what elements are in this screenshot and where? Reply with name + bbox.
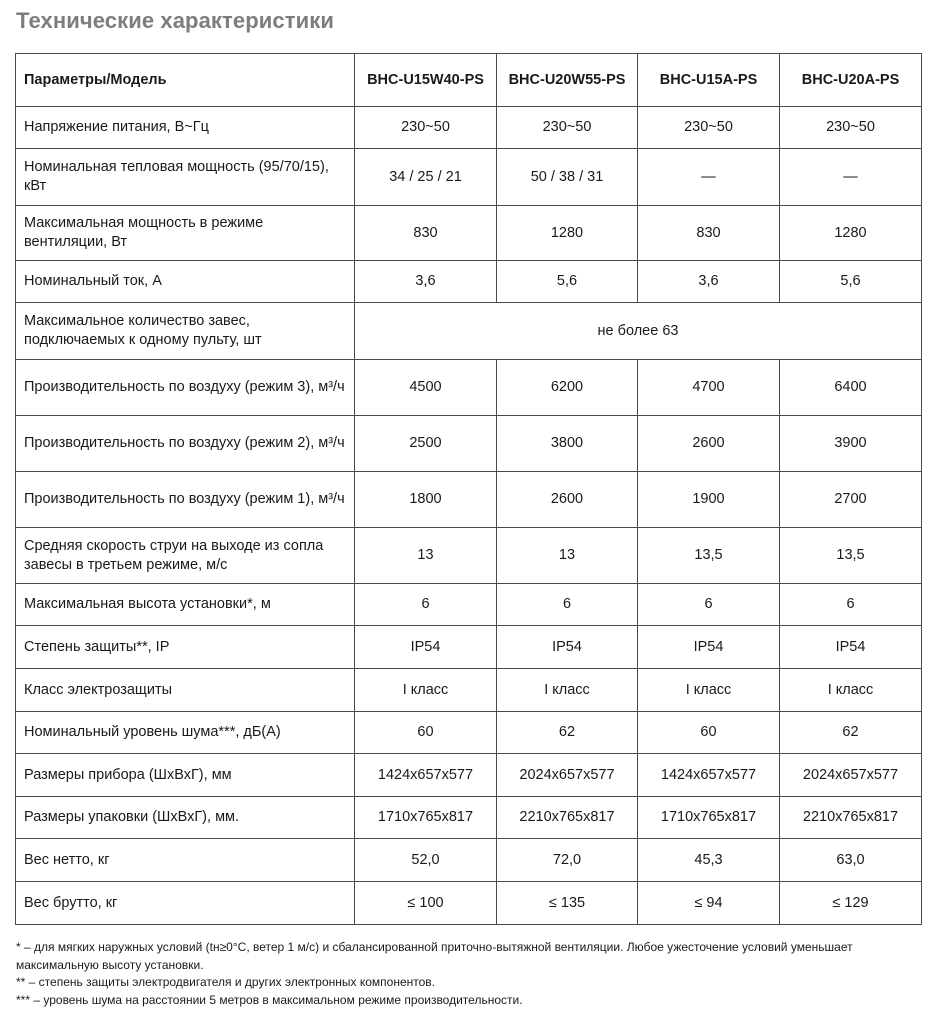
table-row [16,472,922,528]
table-row [16,669,922,712]
footnotes [16,939,931,1009]
row-value: 2600 [638,416,780,472]
row-value: 2210x765x817 [780,797,922,839]
row-param: Размеры упаковки (ШхВхГ), мм. [16,797,355,839]
row-value: I класс [355,669,497,712]
row-value: 1800 [355,472,497,528]
row-value: 34 / 25 / 21 [355,149,497,206]
header-param: Параметры/Модель [16,54,355,107]
row-value: 230~50 [638,107,780,149]
row-value: 3,6 [638,261,780,303]
row-value: 4700 [638,360,780,416]
row-value: — [638,149,780,206]
row-value: 6200 [497,360,638,416]
table-header-row [16,54,922,107]
row-value: 2500 [355,416,497,472]
row-value: 2600 [497,472,638,528]
row-value: 2700 [780,472,922,528]
row-param: Номинальный ток, А [16,261,355,303]
header-model: BHC-U15A-PS [638,54,780,107]
row-value: IP54 [355,626,497,669]
row-value: 2210x765x817 [497,797,638,839]
header-model: BHC-U15W40-PS [355,54,497,107]
row-value: 62 [497,712,638,754]
row-value: 830 [638,206,780,261]
row-value: 230~50 [780,107,922,149]
row-value: ≤ 129 [780,882,922,925]
row-value: 4500 [355,360,497,416]
row-param: Максимальная мощность в режиме вентиляции, Вт [16,206,355,261]
table-row [16,712,922,754]
table-row [16,303,922,360]
row-param: Производительность по воздуху (режим 2), м³/ч [16,416,355,472]
row-value: ≤ 135 [497,882,638,925]
row-value: 50 / 38 / 31 [497,149,638,206]
row-param: Вес нетто, кг [16,839,355,882]
row-value: 13,5 [780,528,922,584]
row-value: ≤ 94 [638,882,780,925]
row-param: Номинальный уровень шума***, дБ(А) [16,712,355,754]
row-value: 1900 [638,472,780,528]
row-value: 13 [497,528,638,584]
row-value: 45,3 [638,839,780,882]
table-row [16,584,922,626]
row-value: ≤ 100 [355,882,497,925]
row-value: 3900 [780,416,922,472]
page-title: Технические характеристики [16,8,334,33]
row-value: I класс [638,669,780,712]
row-value: 1280 [780,206,922,261]
row-value: — [780,149,922,206]
row-value: 230~50 [355,107,497,149]
row-value: I класс [780,669,922,712]
row-value: 60 [638,712,780,754]
row-param: Производительность по воздуху (режим 1), м³/ч [16,472,355,528]
row-value: 6 [355,584,497,626]
footnote: *** – уровень шума на расстоянии 5 метров в максимальном режиме производительности. [16,992,523,1007]
row-value: 6 [780,584,922,626]
row-value: IP54 [780,626,922,669]
row-value: 3800 [497,416,638,472]
row-param: Размеры прибора (ШхВхГ), мм [16,754,355,797]
row-value: 5,6 [780,261,922,303]
row-value: 1710x765x817 [355,797,497,839]
table-row [16,107,922,149]
footnote: * – для мягких наружных условий (tн≥0°С, ветер 1 м/с) и сбалансированной приточно-вытяжной вентиляции. Любое ужесточение условий уменьшает максимальную высоту установки. [16,940,853,972]
header-model: BHC-U20W55-PS [497,54,638,107]
specs-table [15,53,922,925]
row-param: Максимальное количество завес, подключаемых к одному пульту, шт [16,303,355,360]
row-value: IP54 [497,626,638,669]
table-row [16,528,922,584]
header-model: BHC-U20A-PS [780,54,922,107]
row-param: Номинальная тепловая мощность (95/70/15), кВт [16,149,355,206]
row-value: 62 [780,712,922,754]
row-value: 830 [355,206,497,261]
row-value: IP54 [638,626,780,669]
row-value: 52,0 [355,839,497,882]
row-value: 1424x657x577 [638,754,780,797]
table-row [16,882,922,925]
row-value: 63,0 [780,839,922,882]
table-row [16,261,922,303]
row-value: 5,6 [497,261,638,303]
row-merged-value: не более 63 [355,303,922,360]
table-row [16,206,922,261]
table-row [16,839,922,882]
row-value: 13,5 [638,528,780,584]
row-value: 1424x657x577 [355,754,497,797]
row-value: 60 [355,712,497,754]
row-value: 2024x657x577 [780,754,922,797]
row-param: Класс электрозащиты [16,669,355,712]
row-param: Степень защиты**, IP [16,626,355,669]
row-value: 1280 [497,206,638,261]
row-value: 3,6 [355,261,497,303]
row-param: Средняя скорость струи на выходе из сопла завесы в третьем режиме, м/с [16,528,355,584]
row-value: 230~50 [497,107,638,149]
row-value: 6400 [780,360,922,416]
table-row [16,797,922,839]
footnote: ** – степень защиты электродвигателя и других электронных компонентов. [16,975,436,989]
row-value: 6 [497,584,638,626]
row-value: I класс [497,669,638,712]
table-row [16,626,922,669]
table-row [16,416,922,472]
table-row [16,754,922,797]
row-value: 13 [355,528,497,584]
row-value: 2024x657x577 [497,754,638,797]
row-value: 6 [638,584,780,626]
row-param: Максимальная высота установки*, м [16,584,355,626]
row-value: 72,0 [497,839,638,882]
row-param: Напряжение питания, В~Гц [16,107,355,149]
row-value: 1710x765x817 [638,797,780,839]
row-param: Вес брутто, кг [16,882,355,925]
row-param: Производительность по воздуху (режим 3), м³/ч [16,360,355,416]
table-row [16,360,922,416]
table-row [16,149,922,206]
